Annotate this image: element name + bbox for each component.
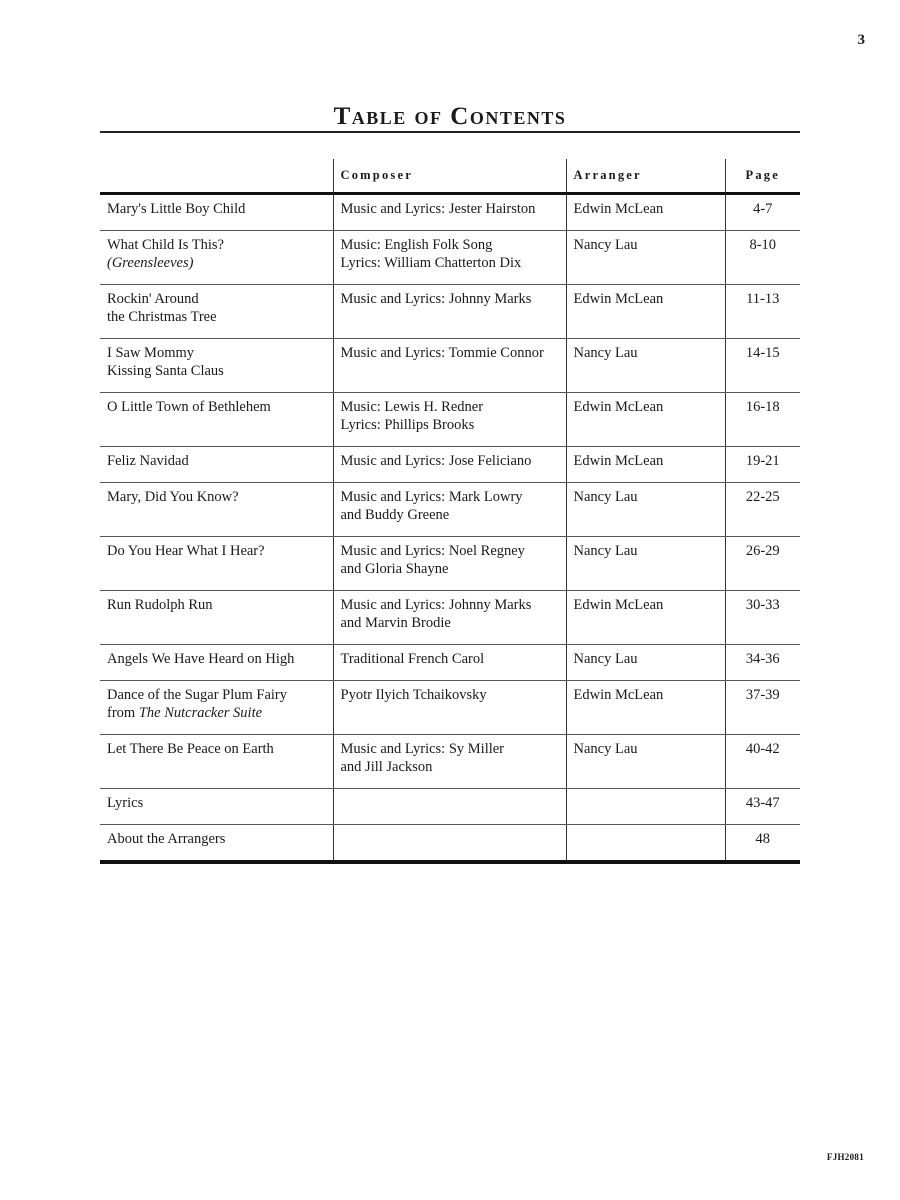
song-title-cell [100,231,333,285]
contents-table [100,159,800,864]
page-range: 40-42 [745,741,780,757]
arranger-cell [566,681,725,735]
page-range: 48 [755,831,770,847]
song-title: O Little Town of Bethlehem [107,399,271,415]
song-title: Run Rudolph Run [107,597,213,613]
page-range-cell [725,285,800,339]
arranger-cell [566,194,725,231]
composer-cell [333,681,566,735]
composer-line1: Music and Lyrics: Jose Feliciano [340,453,532,469]
song-title: Let There Be Peace on Earth [107,741,274,757]
composer-line1: Music and Lyrics: Jester Hairston [340,201,536,217]
page-range: 43-47 [745,795,780,811]
arranger-cell [566,339,725,393]
song-title: What Child Is This? [107,237,224,253]
song-title: I Saw Mommy [107,345,194,361]
composer-line2: Lyrics: William Chatterton Dix [340,255,522,271]
composer-line1: Pyotr Ilyich Tchaikovsky [340,687,487,703]
composer-cell [333,285,566,339]
table-row [100,483,800,537]
page-range: 30-33 [745,597,780,613]
table-row [100,393,800,447]
table-row [100,194,800,231]
page-range: 26-29 [745,543,780,559]
table-row [100,339,800,393]
composer-line2: Lyrics: Phillips Brooks [340,417,475,433]
page-range-cell [725,447,800,483]
arranger-name: Nancy Lau [573,741,638,757]
composer-line1: Music and Lyrics: Sy Miller [340,741,505,757]
composer-column-header: Composer [333,159,566,194]
song-title: Rockin' Around [107,291,199,307]
song-title-cell [100,483,333,537]
contents-body [100,194,800,863]
arranger-cell [566,735,725,789]
page-range-cell [725,735,800,789]
page-column-header: Page [725,159,800,194]
arranger-name: Nancy Lau [573,489,638,505]
page-range-cell [725,645,800,681]
song-title: Mary, Did You Know? [107,489,239,505]
song-title: About the Arrangers [107,831,226,847]
song-title-cell [100,339,333,393]
table-header-row [100,159,800,194]
table-row [100,789,800,825]
table-row [100,231,800,285]
song-title-cell [100,825,333,863]
composer-cell [333,393,566,447]
page-range-cell [725,231,800,285]
page-range-cell [725,825,800,863]
page-range: 37-39 [745,687,780,703]
arranger-name: Edwin McLean [573,399,664,415]
table-row [100,447,800,483]
song-title-cell [100,447,333,483]
arranger-name: Edwin McLean [573,687,664,703]
page-range-cell [725,681,800,735]
page-range-cell [725,483,800,537]
arranger-cell [566,483,725,537]
arranger-name: Nancy Lau [573,345,638,361]
composer-cell [333,735,566,789]
catalog-code: FJH2081 [826,1152,864,1162]
arranger-cell [566,825,725,863]
song-subtitle [107,704,327,722]
composer-line2: and Marvin Brodie [340,615,451,631]
page-range-cell [725,194,800,231]
composer-line1: Music and Lyrics: Mark Lowry [340,489,523,505]
song-title: Do You Hear What I Hear? [107,543,265,559]
table-row [100,645,800,681]
arranger-cell [566,537,725,591]
song-subtitle [107,254,327,272]
title-rule [100,131,800,133]
table-row [100,735,800,789]
song-title-cell [100,393,333,447]
arranger-name: Edwin McLean [573,201,664,217]
arranger-name: Nancy Lau [573,543,638,559]
song-title-line2: the Christmas Tree [107,309,217,325]
song-title-cell [100,194,333,231]
song-subtitle-italic: The Nutcracker Suite [138,705,263,721]
composer-line1: Music and Lyrics: Johnny Marks [340,597,532,613]
composer-cell [333,591,566,645]
song-title-cell [100,285,333,339]
song-title-line2: Kissing Santa Claus [107,363,224,379]
page-range-cell [725,393,800,447]
page-range: 14-15 [745,345,780,361]
song-title: Mary's Little Boy Child [107,201,246,217]
composer-line1: Music: Lewis H. Redner [340,399,484,415]
composer-cell [333,789,566,825]
composer-line1: Music and Lyrics: Tommie Connor [340,345,544,361]
composer-line2: and Buddy Greene [340,507,450,523]
composer-cell [333,194,566,231]
song-title: Dance of the Sugar Plum Fairy [107,687,288,703]
composer-line2: and Jill Jackson [340,759,433,775]
arranger-cell [566,789,725,825]
page-number: 3 [857,32,865,48]
title-column-header [100,159,333,194]
song-title-cell [100,645,333,681]
arranger-name: Edwin McLean [573,453,664,469]
page-range: 19-21 [745,453,780,469]
composer-line1: Music and Lyrics: Johnny Marks [340,291,532,307]
page-range: 11-13 [746,291,780,307]
table-row [100,825,800,863]
composer-cell [333,231,566,285]
composer-cell [333,645,566,681]
composer-line2: and Gloria Shayne [340,561,449,577]
arranger-cell [566,447,725,483]
arranger-name: Edwin McLean [573,597,664,613]
page-range-cell [725,537,800,591]
song-title: Lyrics [107,795,144,811]
arranger-name: Edwin McLean [573,291,664,307]
song-title-cell [100,681,333,735]
arranger-name: Nancy Lau [573,651,638,667]
table-row [100,537,800,591]
song-title-cell [100,735,333,789]
page-title: Table of Contents [333,103,567,130]
composer-line1: Music and Lyrics: Noel Regney [340,543,525,559]
composer-cell [333,339,566,393]
song-title: Angels We Have Heard on High [107,651,295,667]
song-title-cell [100,591,333,645]
arranger-cell [566,645,725,681]
page-range-cell [725,591,800,645]
composer-cell [333,825,566,863]
composer-cell [333,483,566,537]
table-row [100,285,800,339]
table-row [100,591,800,645]
page-range-cell [725,789,800,825]
arranger-cell [566,285,725,339]
song-subtitle-italic: (Greensleeves) [107,255,194,271]
song-title: Feliz Navidad [107,453,189,469]
song-subtitle-prefix: from [107,705,139,721]
table-row [100,681,800,735]
song-title-cell [100,537,333,591]
page-range: 22-25 [745,489,780,505]
page-range-cell [725,339,800,393]
page-range: 4-7 [753,201,773,217]
composer-line1: Music: English Folk Song [340,237,493,253]
page-range: 34-36 [745,651,780,667]
song-title-cell [100,789,333,825]
page-range: 16-18 [745,399,780,415]
composer-cell [333,537,566,591]
composer-line1: Traditional French Carol [340,651,485,667]
arranger-cell [566,591,725,645]
arranger-cell [566,231,725,285]
arranger-column-header: Arranger [566,159,725,194]
arranger-cell [566,393,725,447]
arranger-name: Nancy Lau [573,237,638,253]
page-range: 8-10 [749,237,777,253]
composer-cell [333,447,566,483]
